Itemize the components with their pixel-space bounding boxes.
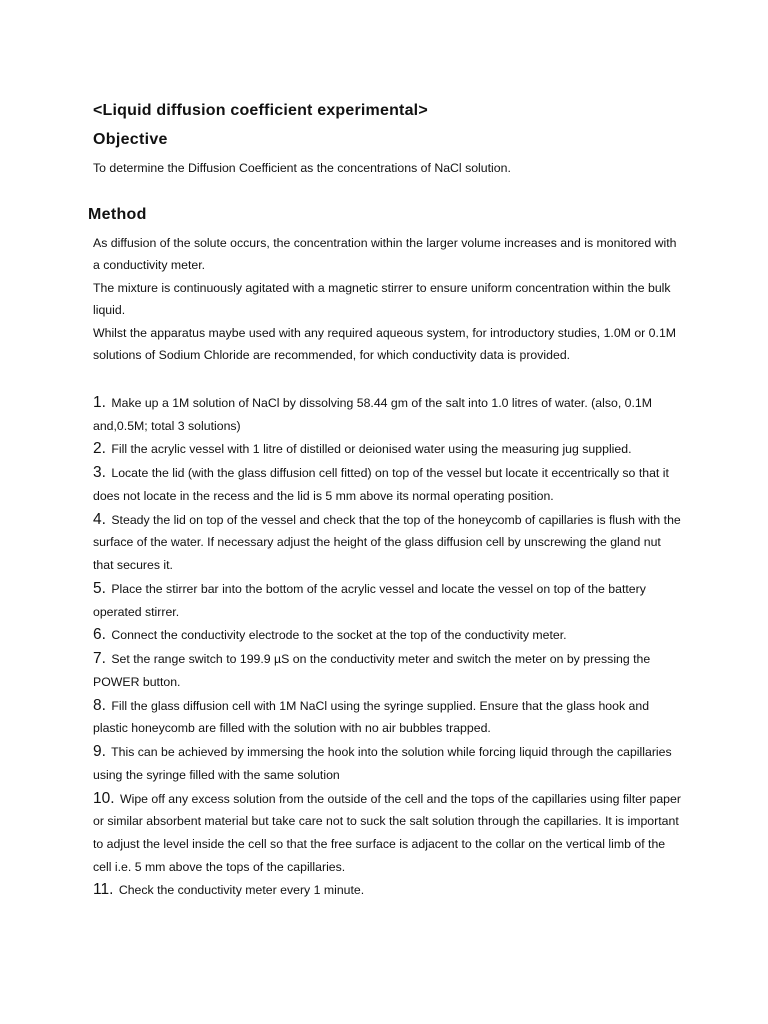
step-number: 6.: [93, 626, 106, 644]
procedure-step: [93, 578, 683, 623]
step-text: Fill the acrylic vessel with 1 litre of distilled or deionised water using the measuring jug supplied.: [111, 442, 632, 457]
procedure-step: [93, 648, 683, 693]
step-number: 2.: [93, 440, 106, 458]
step-text: Place the stirrer bar into the bottom of the acrylic vessel and locate the vessel on top of the battery operated stirrer.: [93, 581, 646, 619]
procedure-step: [93, 509, 683, 577]
method-paragraph: The mixture is continuously agitated with a magnetic stirrer to ensure uniform concentration within the bulk liquid.: [93, 280, 671, 318]
procedure-step: [93, 624, 683, 647]
step-text: Wipe off any excess solution from the outside of the cell and the tops of the capillaries using filter paper or similar absorbent material but take care not to suck the salt solution through the capillaries. It is important to adjust the level inside the cell so that the free surface is adjacent to the collar on the vertical limb of the cell i.e. 5 mm above the tops of the capillaries.: [93, 791, 681, 874]
method-heading: Method: [88, 206, 147, 223]
step-text: Steady the lid on top of the vessel and check that the top of the honeycomb of capillaries is flush with the surface of the water. If necessary adjust the height of the glass diffusion cell by unscrewing the gland nut that secures it.: [93, 512, 681, 573]
step-number: 11.: [93, 881, 114, 899]
document-title: <Liquid diffusion coefficient experimental>: [93, 102, 428, 119]
step-number: 9.: [93, 743, 106, 761]
method-description: [93, 232, 683, 366]
step-number: 7.: [93, 650, 106, 668]
step-number: 10.: [93, 789, 115, 807]
procedure-step: [93, 741, 683, 786]
step-number: 3.: [93, 464, 106, 482]
step-number: 1.: [93, 394, 106, 411]
step-number: 4.: [93, 510, 106, 528]
step-number: 8.: [93, 696, 106, 714]
step-text: Check the conductivity meter every 1 minute.: [118, 883, 365, 898]
step-text: Make up a 1M solution of NaCl by dissolving 58.44 gm of the salt into 1.0 litres of water. (also, 0.1M and,0.5M; total 3 solutions): [93, 396, 653, 433]
step-text: Connect the conductivity electrode to the socket at the top of the conductivity meter.: [111, 628, 567, 643]
step-number: 5.: [93, 579, 106, 597]
procedure-steps: [93, 392, 683, 903]
objective-heading: Objective: [93, 131, 168, 148]
step-text: Locate the lid (with the glass diffusion cell fitted) on top of the vessel but locate it eccentrically so that it does not locate in the recess and the lid is 5 mm above its normal operating position.: [93, 466, 669, 503]
method-paragraph: Whilst the apparatus maybe used with any required aqueous system, for introductory studies, 1.0M or 0.1M solutions of Sodium Chloride are recommended, for which conductivity data is provided.: [93, 325, 677, 363]
procedure-step: [93, 879, 683, 902]
procedure-step: [93, 695, 683, 740]
procedure-step: [93, 392, 683, 437]
procedure-step: [93, 462, 683, 507]
procedure-step: [93, 788, 683, 878]
objective-text: To determine the Diffusion Coefficient as the concentrations of NaCl solution.: [93, 161, 511, 175]
step-text: Set the range switch to 199.9 µS on the conductivity meter and switch the meter on by pressing the POWER button.: [93, 652, 651, 689]
step-text: This can be achieved by immersing the hook into the solution while forcing liquid through the capillaries using the syringe filled with the same solution: [93, 745, 672, 782]
procedure-step: [93, 438, 683, 461]
method-paragraph: As diffusion of the solute occurs, the concentration within the larger volume increases and is monitored with a conductivity meter.: [93, 236, 677, 273]
step-text: Fill the glass diffusion cell with 1M NaCl using the syringe supplied. Ensure that the glass hook and plastic honeycomb are filled with the solution with no air bubbles trapped.: [93, 698, 650, 736]
